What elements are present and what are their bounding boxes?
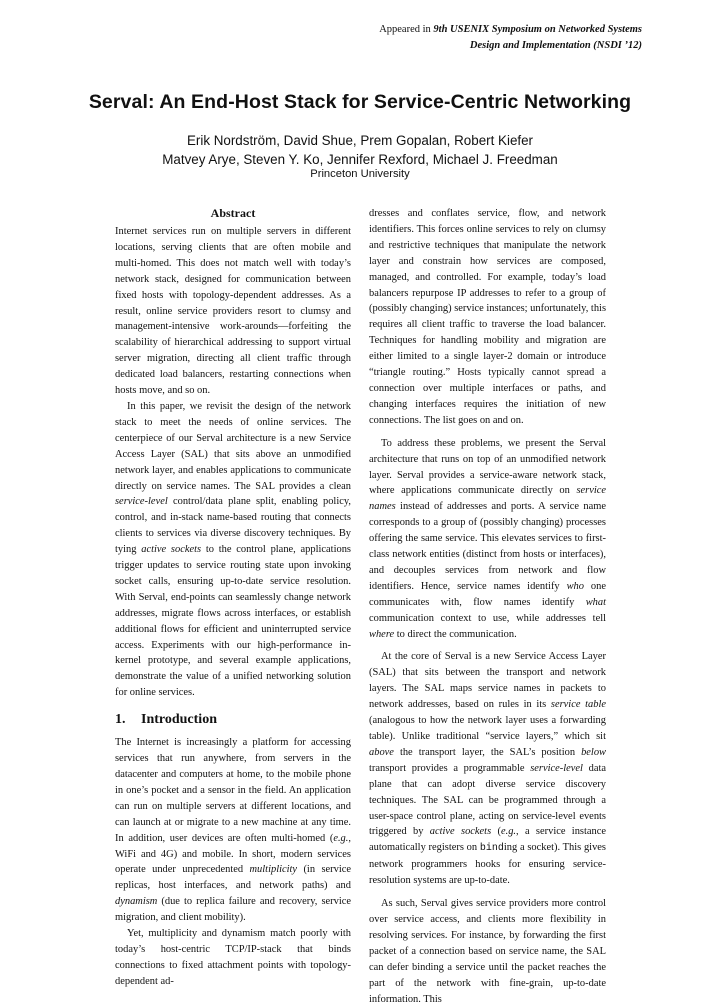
text-run: instead of addresses and ports. A service name corresponds to a group of (possibly changing) processes offering the same service. This elevates services to first-class network entities (distinct from hosts or interfaces), and decouples services from network and flow identifiers. Hence, service names identify — [369, 501, 606, 592]
section-title: Introduction — [141, 712, 217, 728]
emphasis: who — [566, 580, 584, 592]
intro-paragraph-1 — [115, 735, 351, 926]
abstract-paragraph-1: Internet services run on multiple servers in different locations, serving clients that are often mobile and multi-homed. This does not match well with today’s network stack, designed for communication between fixed hosts with topology-dependent addresses. As a result, online service providers resort to clumsy and management-intensive work-arounds—forfeiting the scalability of hierarchical addressing to support virtual server migration, directing all client traffic through dedicated load balancers, restarting connections when hosts move, and so on. — [115, 226, 351, 397]
text-run: transport provides a programmable — [369, 762, 531, 774]
emphasis: service table — [550, 699, 606, 711]
venue-name-line-1: 9th USENIX Symposium on Networked Systems — [433, 24, 642, 35]
emphasis: where — [369, 628, 395, 640]
right-column — [369, 206, 606, 1007]
venue-prefix: Appeared in — [379, 24, 434, 35]
emphasis: below — [581, 746, 606, 758]
emphasis: e.g. — [333, 832, 349, 844]
emphasis: service-level — [115, 496, 168, 508]
authors-line-1: Erik Nordström, David Shue, Prem Gopalan, Robert Kiefer — [186, 133, 534, 148]
right-paragraph-1: dresses and conflates service, flow, and network identifiers. This forces online services to rely on clumsy and restrictive techniques that manipulate the network layer and constrain how services are composed, managed, and controlled. For example, today’s load balancers repurpose IP addresses to refer to a group of (possibly changing) service instances; unfortunately, this requires all client traffic to traverse the load balancer. Techniques for handling mobility and migration are either limited to a single layer-2 domain or introduce “triangle routing.” Hosts typically cannot spread a connection over multiple interfaces or paths, and changing interfaces requires the initiation of new connections. The list goes on and on. — [369, 208, 607, 426]
text-run: communication context to use, while addresses tell — [369, 612, 606, 624]
right-paragraph-3 — [369, 649, 606, 889]
text-run: The Internet is increasingly a platform for accessing services that run anywhere, from servers in the datacenter and computers at home, to the mobile phone in one’s pocket and a sensor in the field. An application can run on multiple servers at different locations, and can launch at or migrate to a new machine at any time. In addition, user devices are often multi-homed ( — [115, 737, 351, 844]
venue-line-1 — [379, 22, 642, 38]
code-text: bind — [479, 843, 504, 855]
text-run: ing a socket). This gives network programmers hooks for ensuring service-resolution systems are up-to-date. — [369, 842, 606, 887]
intro-paragraph-2: Yet, multiplicity and dynamism match poorly with today’s host-centric TCP/IP-stack that binds connections to fixed attachment points with topology-dependent ad- — [115, 928, 351, 987]
text-run: To address these problems, we present the Serval architecture that runs on top of an unmodified network layer. Serval provides a service-aware network stack, where applications communicate directly on — [369, 437, 606, 497]
text-run: ( — [491, 826, 501, 838]
section-number: 1. — [115, 712, 126, 728]
emphasis: multiplicity — [249, 864, 298, 876]
abstract-heading: Abstract — [210, 206, 256, 220]
emphasis: service-level — [530, 762, 583, 774]
text-run: (due to replica failure and recovery, service migration, and client mobility). — [115, 896, 351, 924]
author-list — [0, 131, 720, 169]
emphasis: dynamism — [115, 896, 158, 908]
text-run: In this paper, we revisit the design of the network stack to meet the needs of online services. The centerpiece of our Serval architecture is a new Service Access Layer (SAL) that sits above an unmodified network layer, and enables applications to communicate directly on service names. The SAL provides a clean — [115, 400, 351, 492]
left-column — [115, 205, 351, 990]
right-paragraph-2 — [369, 436, 606, 643]
emphasis: above — [369, 746, 394, 758]
emphasis: e.g. — [500, 826, 517, 838]
right-paragraph-4: As such, Serval gives service providers more control over service access, and clients more flexibility in resolving services. For instance, by forwarding the first packet of a connection based on service name, the SAL can defer binding a service until the packet reaches the part of the network with fine-grain, up-to-date information. This — [369, 898, 606, 1005]
text-run: one communicates with, flow names identify — [369, 580, 606, 608]
paper-title: Serval: An End-Host Stack for Service-Centric Networking — [88, 91, 632, 113]
venue-line-2 — [379, 38, 642, 54]
abstract-paragraph-2 — [115, 399, 351, 701]
authors-line-2: Matvey Arye, Steven Y. Ko, Jennifer Rexford, Michael J. Freedman — [162, 152, 558, 167]
text-run: the transport layer, the SAL’s position — [393, 746, 582, 758]
emphasis: what — [585, 596, 606, 608]
text-run: (in service replicas, host interfaces, and network paths) and — [115, 864, 351, 892]
emphasis: service names — [369, 485, 606, 513]
text-run: At the core of Serval is a new Service Access Layer (SAL) that sits between the transport and network layers. The SAL maps service names in packets to network addresses, based on rules in its — [369, 651, 606, 711]
section-heading-introduction — [115, 710, 351, 730]
text-run: (analogous to how the network layer uses a forwarding table). Unlike traditional “service layers,” which sit — [369, 715, 606, 742]
text-run: to the control plane, applications trigger updates to service routing state upon invoking socket calls, ensuring up-to-date service resolution. With Serval, end-points can seamlessly change network addresses, migrate flows across interfaces, or establish additional flows for efficient and uninterrupted service access. Experiments with our high-performance in-kernel prototype, and several example applications, demonstrate the value of a unified networking solution for online services. — [115, 544, 351, 699]
emphasis: active sockets — [429, 826, 492, 838]
emphasis: active sockets — [141, 544, 202, 556]
text-run: data plane that can adopt diverse service discovery techniques. The SAL can be programmed through a user-space control plane, acting on service-level events triggered by — [369, 762, 607, 838]
affiliation: Princeton University — [310, 168, 410, 180]
venue-note — [379, 22, 642, 54]
text-run: control/data plane split, enabling policy, control, and in-stack name-based routing that connects clients to services via diverse discovery techniques. By tying — [115, 496, 351, 556]
venue-name-line-2: Design and Implementation (NSDI ’12) — [469, 40, 642, 51]
text-run: , WiFi and 4G) and mobile. In short, modern services operate under unprecedented — [115, 832, 351, 876]
text-run: , a service instance automatically registers on — [369, 826, 607, 854]
text-run: to direct the communication. — [394, 628, 517, 640]
